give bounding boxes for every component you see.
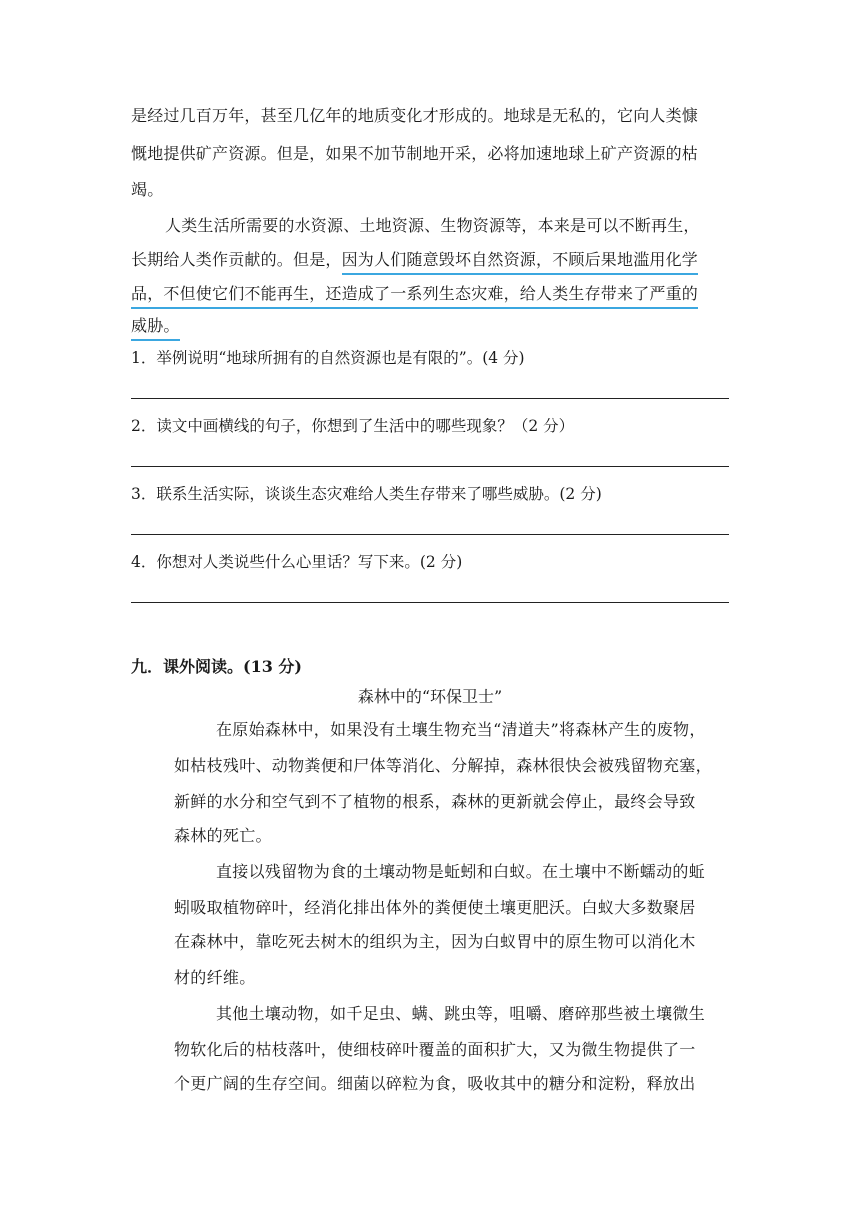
answer-line-3[interactable] [131, 534, 729, 535]
question-4: 4．你想对人类说些什么心里话？写下来。(2 分) [131, 553, 463, 571]
answer-line-1[interactable] [131, 398, 729, 399]
question-3: 3．联系生活实际，谈谈生态灾难给人类生存带来了哪些威胁。(2 分) [131, 485, 602, 503]
passage-line [131, 284, 698, 304]
reading-line: 蚓吸取植物碎叶，经消化排出体外的粪便使土壤更肥沃。白蚁大多数聚居 [174, 898, 696, 917]
passage-line [131, 316, 180, 336]
passage-line: 竭。 [131, 180, 164, 199]
reading-line: 在原始森林中，如果没有土壤生物充当“清道夫”将森林产生的废物， [216, 720, 706, 739]
reading-line: 材的纤维。 [174, 968, 256, 987]
question-2: 2．读文中画横线的句子，你想到了生活中的哪些现象？（2 分） [131, 417, 575, 435]
passage-line [131, 250, 698, 270]
answer-line-2[interactable] [131, 466, 729, 467]
reading-line: 在森林中，靠吃死去树木的组织为主，因为白蚁胃中的原生物可以消化木 [174, 932, 696, 951]
reading-line: 直接以残留物为食的土壤动物是蚯蚓和白蚁。在土壤中不断蠕动的蚯 [216, 862, 706, 881]
passage-line: 慨地提供矿产资源。但是，如果不加节制地开采，必将加速地球上矿产资源的枯 [131, 144, 699, 163]
reading-title: 森林中的“环保卫士” [357, 687, 503, 706]
passage-line: 是经过几百万年，甚至几亿年的地质变化才形成的。地球是无私的，它向人类慷 [131, 106, 699, 125]
underlined-sentence: 品，不但使它们不能再生，还造成了一系列生态灾难，给人类生存带来了严重的 [131, 284, 698, 309]
underlined-sentence: 因为人们随意毁坏自然资源，不顾后果地滥用化学 [342, 250, 698, 275]
reading-line: 个更广阔的生存空间。细菌以碎粒为食，吸收其中的糖分和淀粉，释放出 [174, 1074, 696, 1093]
question-1: 1．举例说明“地球所拥有的自然资源也是有限的”。(4 分) [131, 349, 525, 367]
reading-line: 新鲜的水分和空气到不了植物的根系，森林的更新就会停止，最终会导致 [174, 792, 696, 811]
reading-line: 其他土壤动物，如千足虫、螨、跳虫等，咀嚼、磨碎那些被土壤微生 [216, 1004, 706, 1023]
underlined-sentence: 威胁。 [131, 316, 180, 341]
reading-line: 森林的死亡。 [174, 826, 272, 845]
passage-text: 长期给人类作贡献的。但是， [131, 250, 342, 269]
section-heading: 九．课外阅读。(13 分) [131, 657, 302, 676]
passage-line: 人类生活所需要的水资源、土地资源、生物资源等，本来是可以不断再生， [165, 216, 700, 235]
reading-line: 物软化后的枯枝落叶，使细枝碎叶覆盖的面积扩大，又为微生物提供了一 [174, 1040, 696, 1059]
answer-line-4[interactable] [131, 602, 729, 603]
reading-line: 如枯枝残叶、动物粪便和尸体等消化、分解掉，森林很快会被残留物充塞， [174, 756, 712, 775]
